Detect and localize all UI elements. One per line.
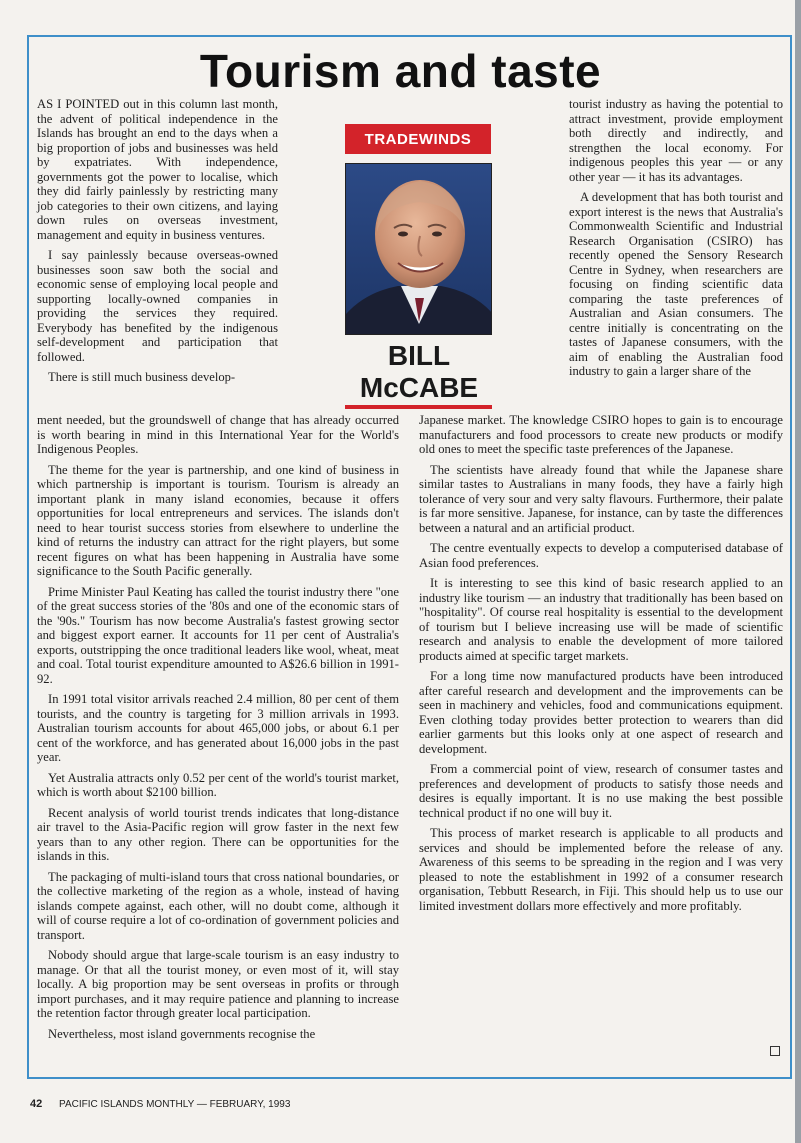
- paragraph: I say painlessly because overseas-owned businesses soon saw both the social and economic sense of employing local people and supporting locally-owned companies in providing the services they required. Everybody has benefited by the indigenous self-development and participation that followed.: [37, 248, 278, 364]
- page-number: 42: [30, 1098, 43, 1110]
- paragraph: AS I POINTED out in this column last month, the advent of political independence in the Islands has brought an end to the days when a big proportion of jobs and businesses was held by expatriates. With independence, governments got the power to localise, which they did fairly painlessly by restricting many job categories to their own citizens, and laying down rules on overseas investment, management and equity in business ventures.: [37, 97, 278, 242]
- headline: Tourism and taste: [199, 45, 602, 97]
- paragraph: ment needed, but the groundswell of change that has already occurred is worth bearing in mind in this International Year for the World's Indigenous Peoples.: [37, 413, 399, 456]
- author-photo: [345, 163, 492, 335]
- paragraph: A development that has both tourist and export interest is the news that Australia's Commonwealth Scientific and Industrial Research Organisation (CSIRO) has recently opened the Sensory Research Centre in Sydney, when researchers are focusing on finding scientific data comparing the taste preferences of Australian and Asian consumers. The centre initially is concentrating on the tastes of Japanese consumers, with the aim of enabling the Australian food industry to gain a larger share of the: [569, 190, 783, 378]
- right-column: [569, 97, 783, 385]
- paragraph: In 1991 total visitor arrivals reached 2.4 million, 80 per cent of them tourists, and the country is targeting for 3 million arrivals in 1993. Australian tourism accounts for about 465,000 jobs, or about 6.1 per cent of the workforce, and has generated about 16,000 jobs in the past year.: [37, 692, 399, 764]
- paragraph: Prime Minister Paul Keating has called the tourist industry there "one of the great success stories of the '80s and one of the economic stars of the '90s." Tourism has now become Australia's fastest growing sector and biggest export earner. It accounts for 11 per cent of Australia's exports, outstripping the once traditional leaders like wool, wheat, meat and coal. Total tourist expenditure amounted to A$26.6 billion in 1991-92.: [37, 584, 399, 686]
- paragraph: There is still much business develop-: [48, 370, 236, 384]
- author-first-name: BILL: [387, 340, 451, 371]
- left-column: [37, 97, 278, 391]
- paragraph: From a commercial point of view, research of consumer tastes and preferences and development of products to satisfy those needs and desires is equally important. It is no use making the best possible technical product if no one will buy it.: [419, 762, 783, 820]
- column-tag-banner: TRADEWINDS: [345, 124, 491, 154]
- end-mark-icon: [770, 1046, 780, 1056]
- paragraph: Recent analysis of world tourist trends indicates that long-distance air travel to the Asia-Pacific region will grow faster in the next few years than to any other region. There can be opportunities for the islands in this.: [37, 805, 399, 863]
- portrait-image: [346, 164, 492, 335]
- paragraph: The scientists have already found that while the Japanese share similar tastes to Australians in many foods, they have a fairly high tolerance of very sour and very salty flavours. Furthermore, their palate is far more sensitive. Japanese, for instance, can by taste the differences between a natural and an artificial product.: [419, 462, 783, 535]
- lower-left-column: [37, 413, 399, 1047]
- paragraph: The centre eventually expects to develop a computerised database of Asian food preferences.: [419, 541, 783, 570]
- paragraph: The packaging of multi-island tours that cross national boundaries, or the collective marketing of the region as a whole, instead of having islands compete against, each other, will no doubt come, although it will of course require a lot of co-ordination of government policies and transport.: [37, 869, 399, 942]
- paragraph: tourist industry as having the potential to attract investment, provide employment both directly and indirectly, and strengthen the local economy. For indigenous peoples this year — or any other year — it has its advantages.: [569, 97, 783, 184]
- accent-rule: [345, 405, 492, 409]
- paragraph: Japanese market. The knowledge CSIRO hopes to gain is to encourage manufacturers and food processors to create new products or modify old ones to meet the specific taste preferences of the Japanese.: [419, 413, 783, 456]
- paragraph: Nevertheless, most island governments recognise the: [48, 1026, 316, 1041]
- paragraph: Nobody should argue that large-scale tourism is an easy industry to manage. Or that all the tourist money, or even most of it, will stay locally. A big proportion may be sent overseas in profits or through import purchases, and it may require patience and planning to increase the retention factor through greater local participation.: [37, 948, 399, 1020]
- page-edge: [795, 0, 801, 1143]
- lower-right-column: [419, 413, 783, 919]
- paragraph: This process of market research is applicable to all products and services and should be implemented before the release of any. Awareness of this seems to be spreading in the region and I was very pleased to note the establishment in 1992 of a consumer research organisation, Tebbutt Research, in Fiji. This should help us to use our limited investment dollars more effectively and more profitably.: [419, 826, 783, 913]
- publication-line: PACIFIC ISLANDS MONTHLY — FEBRUARY, 1993: [59, 1099, 291, 1110]
- page-footer: [30, 1098, 290, 1110]
- paragraph: It is interesting to see this kind of basic research applied to an industry like tourism — an industry that traditionally has been based on "hospitality". Of course real hospitality is essential to the development of tourism but I believe increasing use will be made of scientific research and analysis to enable the development of more tailored products aimed at specific target markets.: [419, 576, 783, 663]
- paragraph: The theme for the year is partnership, and one kind of business in which partnership is important is tourism. Tourism is already an important plank in many island economies, because it offers opportunities for local entrepreneurs and services. The islands don't need to hear tourist success stories from elsewhere to underline the kind of returns the industry can attract for the right players, but some recent figures on what has been happening in Australia have some significance to the South Pacific generally.: [37, 462, 399, 578]
- paragraph: For a long time now manufactured products have been introduced after careful research and development and the improvements can be seen in machinery and vehicles, food and communications equipment. Even clothing today provides better protection to wearers than did earlier garments but this looks only at one aspect of research and development.: [419, 669, 783, 756]
- author-last-name: McCABE: [359, 372, 479, 403]
- paragraph: Yet Australia attracts only 0.52 per cent of the world's tourist market, which is worth about $2100 billion.: [37, 770, 399, 799]
